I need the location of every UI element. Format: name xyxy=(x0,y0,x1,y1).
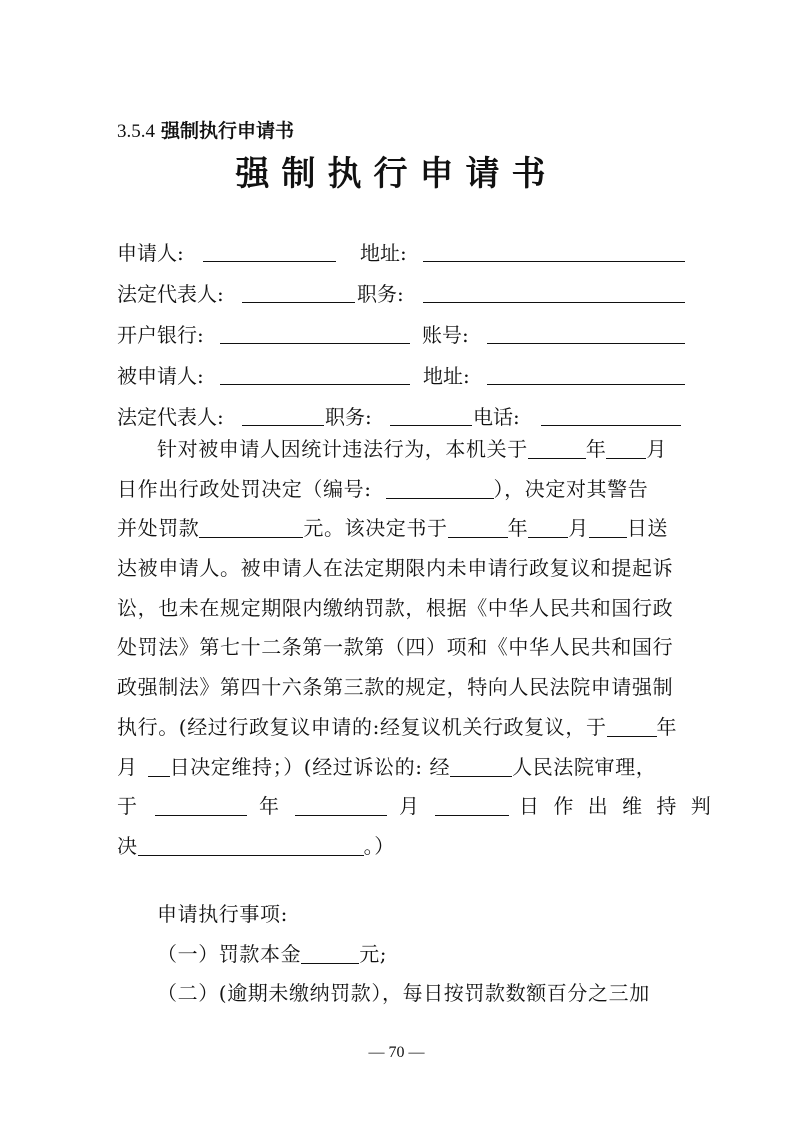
year-blank[interactable] xyxy=(448,517,508,538)
body-line-5: 讼，也未在规定期限内缴纳罚款，根据《中华人民共和国行政 xyxy=(117,595,674,620)
document-title: 强制执行申请书 xyxy=(235,154,558,194)
respondent-label: 被申请人: xyxy=(117,364,204,388)
body-text: 年 xyxy=(507,516,529,541)
body-line-1 xyxy=(117,430,685,470)
body-line-3 xyxy=(117,509,685,549)
respondent-blank[interactable] xyxy=(220,384,410,385)
body-text: 于 xyxy=(117,794,141,819)
body-text: 年 xyxy=(259,794,283,819)
body-text: 月 xyxy=(568,516,589,541)
bank-label: 开户银行: xyxy=(117,323,204,347)
month-blank[interactable] xyxy=(606,438,646,459)
body-line-2 xyxy=(117,470,685,510)
day-blank[interactable] xyxy=(435,795,509,816)
legal-rep-position-blank[interactable] xyxy=(423,302,685,303)
principal-blank[interactable] xyxy=(301,943,359,964)
item-text: （一）罚款本金 xyxy=(157,941,302,966)
item-2 xyxy=(117,974,685,1014)
section-number: 3.5.4 xyxy=(117,121,155,142)
body-text: 针对被申请人因统计违法行为，本机关于 xyxy=(157,437,528,461)
month-blank[interactable] xyxy=(295,795,387,816)
day-blank[interactable] xyxy=(589,517,627,538)
body-text: 日 作 出 维 持 判 xyxy=(519,794,715,819)
body-line-4: 达被申请人。被申请人在法定期限内未申请行政复议和提起诉 xyxy=(117,556,674,581)
body-paragraph xyxy=(117,430,715,867)
body-text: 元。该决定书于 xyxy=(303,516,448,541)
account-label: 账号: xyxy=(422,323,469,347)
item-1 xyxy=(117,935,685,975)
body-text: 日作出行政处罚决定（编号: xyxy=(117,476,372,501)
decision-number-blank[interactable] xyxy=(386,478,494,499)
items-heading xyxy=(117,895,685,935)
day-blank[interactable] xyxy=(148,756,170,777)
section-heading-text: 强制执行申请书 xyxy=(161,120,295,142)
items-heading-text: 申请执行事项: xyxy=(157,902,288,926)
judgment-blank[interactable] xyxy=(138,835,364,856)
body-text: 年 xyxy=(656,714,678,739)
body-line-7: 政强制法》第四十六条第三款的规定，特向人民法院申请强制 xyxy=(117,675,674,700)
item-text: （二）(逾期未缴纳罚款），每日按罚款数额百分之三加 xyxy=(157,981,650,1006)
section-heading xyxy=(117,116,294,143)
legal-rep-label: 法定代表人: xyxy=(117,282,224,306)
respondent-address-label: 地址: xyxy=(423,364,470,388)
body-text: 年 xyxy=(585,437,607,461)
body-line-9 xyxy=(117,748,685,788)
bank-blank[interactable] xyxy=(220,343,410,344)
applicant-label: 申请人: xyxy=(117,241,184,265)
respondent-rep-position-blank[interactable] xyxy=(390,425,472,426)
applicant-address-label: 地址: xyxy=(360,241,407,265)
legal-rep-blank[interactable] xyxy=(242,302,355,303)
body-text: 人民法院审理， xyxy=(512,754,657,779)
respondent-address-blank[interactable] xyxy=(487,384,685,385)
fine-amount-blank[interactable] xyxy=(199,517,303,538)
body-text: 月 xyxy=(399,794,423,819)
body-line-10 xyxy=(117,787,715,827)
execution-items xyxy=(117,895,685,1014)
legal-rep-line xyxy=(117,279,685,309)
item-text: 元; xyxy=(359,941,388,966)
phone-label: 电话: xyxy=(473,405,520,429)
body-line-8 xyxy=(117,708,685,748)
body-line-6: 处罚法》第七十二条第一款第（四）项和《中华人民共和国行 xyxy=(117,635,674,660)
page-number: — 70 — xyxy=(368,1044,425,1061)
body-text: 执行。(经过行政复议申请的:经复议机关行政复议，于 xyxy=(117,714,607,739)
legal-rep-position-label: 职务: xyxy=(357,282,404,306)
body-text: 月 xyxy=(117,754,138,779)
body-text: 日送 xyxy=(626,516,669,541)
body-text: 日决定维持；）(经过诉讼的: 经 xyxy=(169,754,451,779)
body-text: ），决定对其警告 xyxy=(493,476,649,501)
body-text: 决 xyxy=(117,833,138,858)
applicant-blank[interactable] xyxy=(203,261,336,262)
bank-line xyxy=(117,320,685,350)
body-text: 。） xyxy=(363,833,395,858)
body-text: 月 xyxy=(646,437,668,461)
year-blank[interactable] xyxy=(155,795,247,816)
account-blank[interactable] xyxy=(487,343,685,344)
applicant-address-blank[interactable] xyxy=(423,261,685,262)
month-blank[interactable] xyxy=(528,517,568,538)
applicant-line xyxy=(117,238,685,268)
respondent-rep-blank[interactable] xyxy=(242,425,324,426)
year-blank[interactable] xyxy=(528,438,586,459)
court-name-blank[interactable] xyxy=(450,756,512,777)
phone-blank[interactable] xyxy=(541,425,681,426)
body-line-11 xyxy=(117,827,685,867)
body-text: 并处罚款 xyxy=(117,516,200,541)
respondent-rep-line xyxy=(117,402,685,432)
respondent-rep-position-label: 职务: xyxy=(325,405,372,429)
respondent-line xyxy=(117,361,685,391)
year-blank[interactable] xyxy=(607,716,657,737)
respondent-rep-label: 法定代表人: xyxy=(117,405,224,429)
